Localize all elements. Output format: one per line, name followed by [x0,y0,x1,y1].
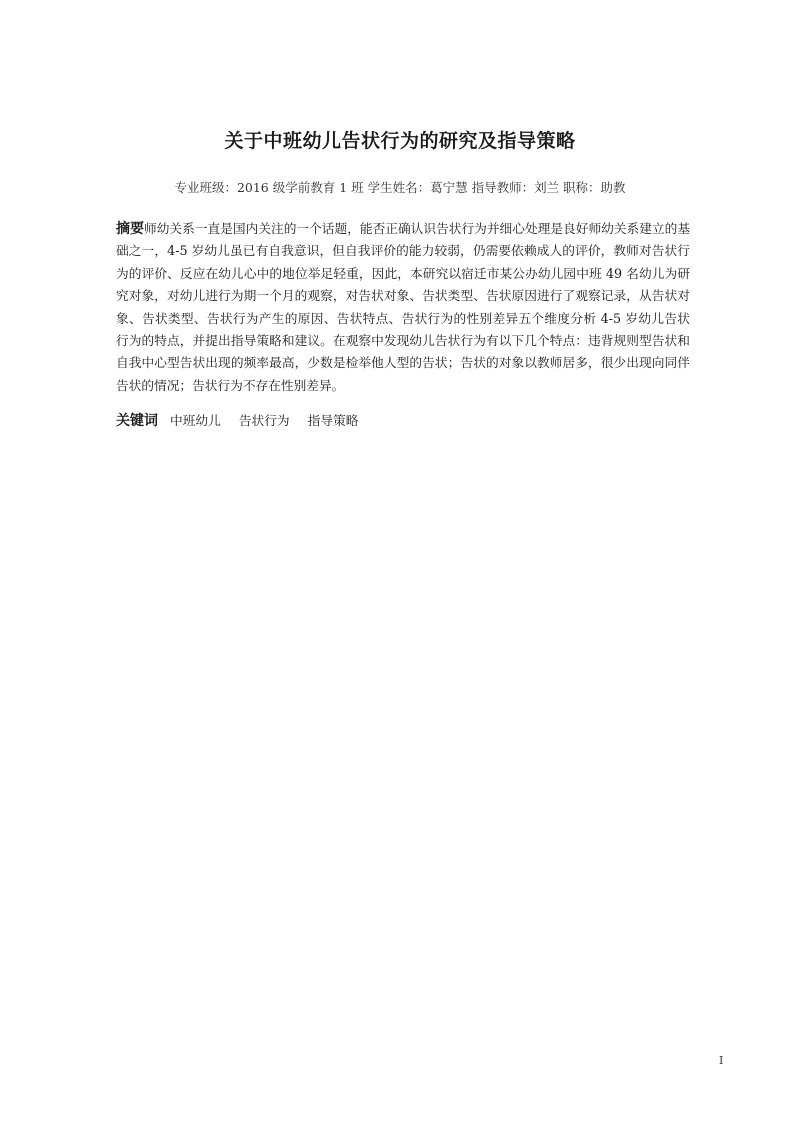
keyword-item: 指导策略 [307,413,359,428]
abstract-paragraph [116,218,690,397]
author-info-line: 专业班级：2016 级学前教育 1 班 学生姓名：葛宁慧 指导教师：刘兰 职称：助教 [174,180,626,195]
keywords-label: 关键词 [116,413,158,429]
abstract-text: 师幼关系一直是国内关注的一个话题，能否正确认识告状行为并细心处理是良好师幼关系建立的基础之一，4-5 岁幼儿虽已有自我意识，但自我评价的能力较弱，仍需要依赖成人的评价，教师对告状行为的评价、反应在幼儿心中的地位举足轻重，因此，本研究以宿迁市某公办幼儿园中班 49 名幼儿为研究对象，对幼儿进行为期一个月的观察，对告状对象、告状类型、告状原因进行了观察记录，从告状对象、告状类型、告状行为产生的原因、告状特点、告状行为的性别差异五个维度分析 4-5 岁幼儿告状行为的特点，并提出指导策略和建议。在观察中发现幼儿告状行为有以下几个特点：违背规则型告状和自我中心型告状出现的频率最高，少数是检举他人型的告状；告状的对象以教师居多，很少出现向同伴告状的情况；告状行为不存在性别差异。 [116,221,691,393]
paper-title: 关于中班幼儿告状行为的研究及指导策略 [224,130,576,152]
keyword-item: 中班幼儿 [170,413,221,428]
page-number: I [719,1054,724,1067]
abstract-label: 摘要 [116,221,145,237]
keywords-line [116,410,372,432]
keyword-item: 告状行为 [238,413,290,428]
